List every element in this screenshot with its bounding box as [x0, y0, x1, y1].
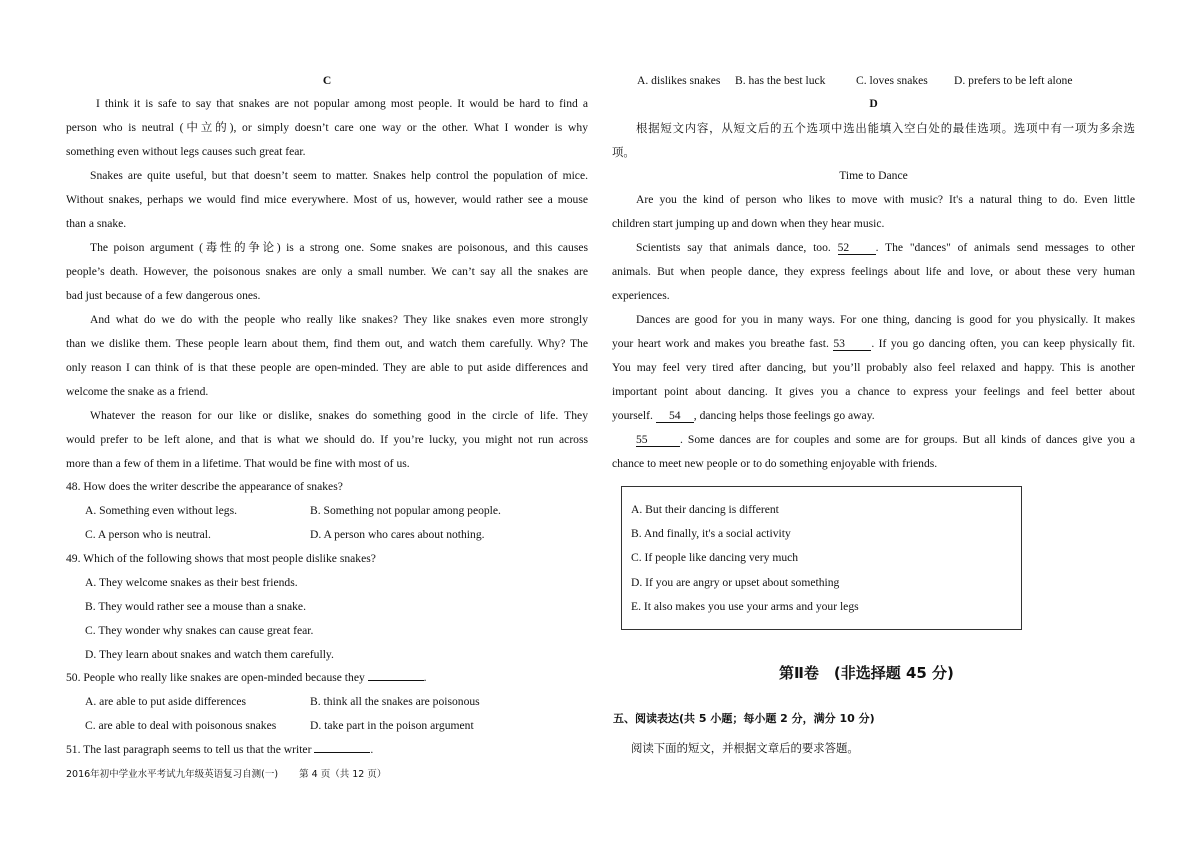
q49-option-d[interactable]: D. They learn about snakes and watch them carefully. — [85, 648, 334, 661]
section-d-heading: D — [869, 97, 878, 110]
question-50-stem: 50. People who really like snakes are open-minded because they — [66, 671, 365, 684]
section-c-heading: C — [322, 74, 332, 87]
passage-line: Dances are good for you in many ways. For one thing, dancing is good for you physically. It makes — [636, 313, 1135, 326]
answer-blank[interactable] — [368, 680, 424, 681]
option-b[interactable]: B. And finally, it's a social activity — [631, 527, 791, 540]
passage-line: Are you the kind of person who likes to move with music? It's a natural thing to do. Even little — [636, 193, 1135, 206]
question-51: 51. The last paragraph seems to tell us that the writer . — [66, 743, 374, 756]
passage-line: would prefer to be left alone, and that is what we should do. If you’re lucky, you might not run across — [66, 433, 588, 446]
q48-option-b[interactable]: B. Something not popular among people. — [310, 504, 501, 517]
q50-option-b[interactable]: B. think all the snakes are poisonous — [310, 695, 480, 708]
passage-line: welcome the snake as a friend. — [66, 385, 209, 398]
q51-option-c[interactable]: C. loves snakes — [856, 74, 928, 87]
q50-option-c[interactable]: C. are able to deal with poisonous snakes — [85, 719, 277, 732]
passage-line: important point about dancing. It gives you a chance to express your feelings and feel better about — [612, 385, 1135, 398]
blank-55[interactable]: 55 — [636, 434, 680, 447]
option-e[interactable]: E. It also makes you use your arms and your legs — [631, 600, 859, 613]
passage-line: chance to meet new people or to do something enjoyable with friends. — [612, 457, 938, 470]
instruction-text: 项。 — [612, 145, 635, 159]
page-footer — [66, 766, 404, 780]
q50-option-d[interactable]: D. take part in the poison argument — [310, 719, 474, 732]
passage-line: 55 . Some dances are for couples and some are for groups. But all kinds of dances give you a — [636, 433, 1135, 446]
passage-title: Time to Dance — [839, 169, 908, 182]
instruction-text: 根据短文内容，从短文后的五个选项中选出能填入空白处的最佳选项。选项中有一项为多余选 — [636, 121, 1135, 135]
q51-option-d[interactable]: D. prefers to be left alone — [954, 74, 1073, 87]
passage-line: people’s death. However, the poisonous snakes are only a small number. We can’t say all the snakes are — [66, 265, 588, 278]
passage-line: And what do we do with the people who really like snakes? They like snakes even more strongly — [90, 313, 588, 326]
passage-line: experiences. — [612, 289, 670, 302]
footer-title: 2016年初中学业水平考试九年级英语复习自测(一) — [66, 769, 279, 780]
q48-option-a[interactable]: A. Something even without legs. — [85, 504, 237, 517]
blank-52[interactable]: 52 — [838, 242, 876, 255]
question-51-stem: 51. The last paragraph seems to tell us that the writer — [66, 743, 312, 756]
section-5-title: 五、阅读表达(共 5 小题；每小题 2 分，满分 10 分) — [613, 712, 875, 725]
q49-option-c[interactable]: C. They wonder why snakes can cause great fear. — [85, 624, 314, 637]
option-c[interactable]: C. If people like dancing very much — [631, 551, 799, 564]
passage-line: yourself. 54 , dancing helps those feelings go away. — [612, 409, 875, 422]
passage-line: bad just because of a few dangerous ones. — [66, 289, 261, 302]
blank-53[interactable]: 53 — [833, 338, 871, 351]
passage-line: Without snakes, perhaps we would find mice everywhere. Most of us, however, would rather see a mouse — [66, 193, 588, 206]
part-2-title: 第Ⅱ卷 (非选择题 45 分) — [779, 664, 954, 682]
question-49-stem: 49. Which of the following shows that most people dislike snakes? — [66, 552, 376, 565]
passage-line: than a snake. — [66, 217, 127, 230]
footer-page-number: 第 4 页（共 12 页） — [299, 769, 387, 780]
passage-line: animals. But when people dance, they express feelings about life and love, or about these very human — [612, 265, 1135, 278]
passage-line: something even without legs causes such great fear. — [66, 145, 306, 158]
passage-line: more than a few of them in a lifetime. That would be fine with most of us. — [66, 457, 410, 470]
passage-line: person who is neutral (中立的), or simply doesn’t care one way or the other. What I wonder is why — [66, 121, 588, 134]
q49-option-b[interactable]: B. They would rather see a mouse than a snake. — [85, 600, 306, 613]
option-a[interactable]: A. But their dancing is different — [631, 503, 779, 516]
passage-line: Snakes are quite useful, but that doesn’t seem to matter. Snakes help control the population of mice. — [90, 169, 588, 182]
answer-blank[interactable] — [314, 752, 370, 753]
q51-option-b[interactable]: B. has the best luck — [735, 74, 826, 87]
q50-option-a[interactable]: A. are able to put aside differences — [85, 695, 247, 708]
q51-option-a[interactable]: A. dislikes snakes — [637, 74, 721, 87]
passage-line: You may feel very tired after dancing, but you’ll probably also feel relaxed and happy. This is another — [612, 361, 1135, 374]
passage-line: Whatever the reason for our like or dislike, snakes do something good in the circle of life. They — [90, 409, 588, 422]
passage-line: than we dislike them. These people learn about them, find them out, and watch them carefully. Why? The — [66, 337, 588, 350]
blank-54[interactable]: 54 — [656, 410, 694, 423]
question-48-stem: 48. How does the writer describe the appearance of snakes? — [66, 480, 343, 493]
options-box — [621, 486, 1022, 630]
section-5-instruction: 阅读下面的短文，并根据文章后的要求答题。 — [631, 741, 859, 755]
passage-line: your heart work and makes you breathe fast. 53 . If you go dancing often, you can keep physically fit. — [612, 337, 1135, 350]
passage-line: The poison argument (毒性的争论) is a strong one. Some snakes are poisonous, and this causes — [90, 241, 588, 254]
passage-line: I think it is safe to say that snakes are not popular among most people. It would be hard to find a — [96, 97, 588, 110]
option-d[interactable]: D. If you are angry or upset about something — [631, 576, 840, 589]
passage-line: only reason I can think of is that these people are open-minded. They are able to put aside differences and — [66, 361, 588, 374]
passage-line: Scientists say that animals dance, too. 52 . The "dances" of animals send messages to other — [636, 241, 1135, 254]
q49-option-a[interactable]: A. They welcome snakes as their best friends. — [85, 576, 298, 589]
passage-line: children start jumping up and down when they hear music. — [612, 217, 885, 230]
q48-option-d[interactable]: D. A person who cares about nothing. — [310, 528, 485, 541]
question-50: 50. People who really like snakes are open-minded because they . — [66, 671, 427, 684]
q48-option-c[interactable]: C. A person who is neutral. — [85, 528, 211, 541]
